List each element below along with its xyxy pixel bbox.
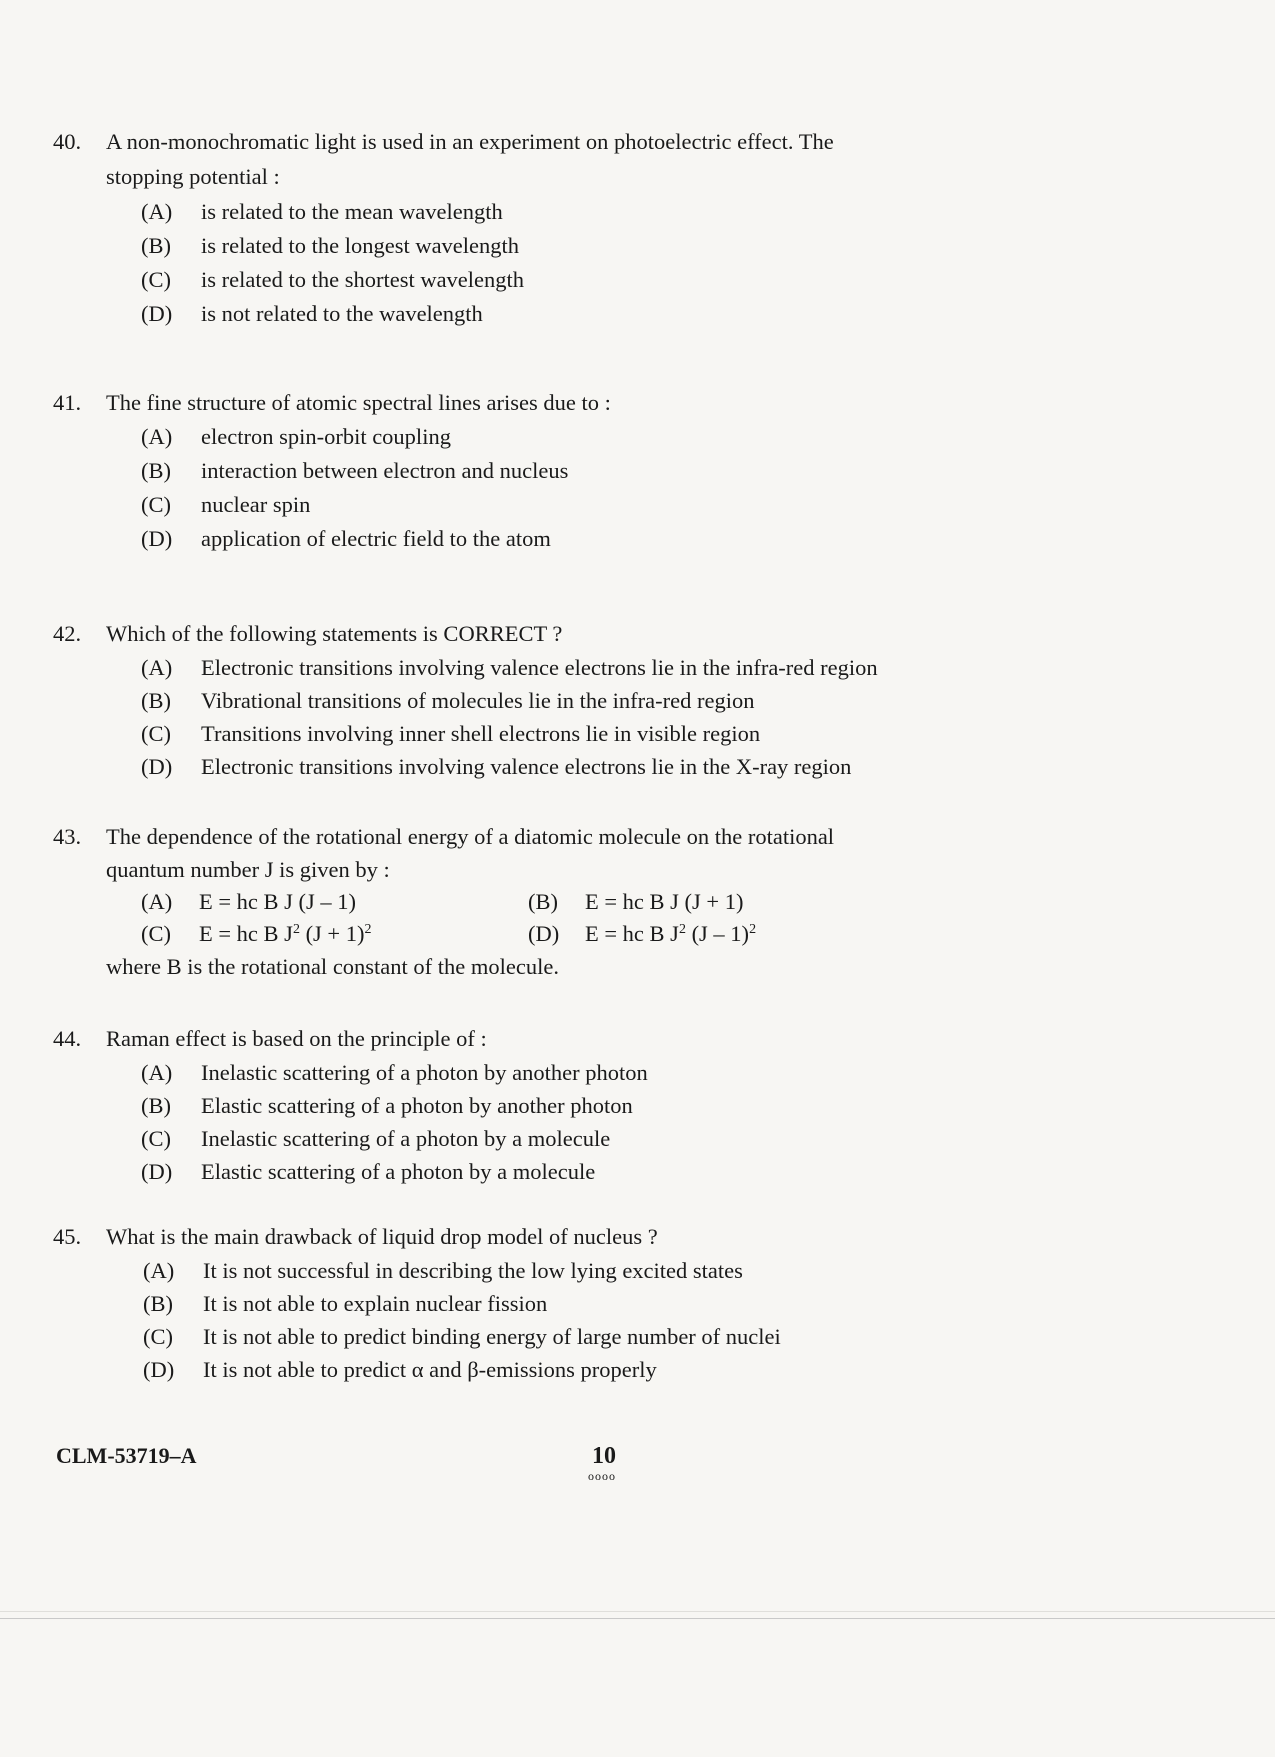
option-label: (C): [141, 492, 171, 517]
question-note: where B is the rotational constant of the molecule.: [106, 954, 559, 979]
option-a: [53, 651, 953, 684]
option-b: [53, 454, 953, 488]
option-a: [53, 1056, 953, 1089]
option-text: E = hc B $J^2$ $(J + 1)^2$: [199, 921, 372, 946]
option-text: Electronic transitions involving valence electrons lie in the infra-red region: [201, 655, 878, 680]
option-text: E = hc B J (J + 1): [585, 889, 744, 914]
option-d: [53, 1155, 953, 1188]
scan-edge-line: [0, 1618, 1275, 1619]
option-c: [53, 488, 953, 522]
option-text: is related to the longest wavelength: [201, 233, 520, 258]
option-b: [53, 1089, 953, 1122]
option-c: [53, 263, 953, 297]
booklet-code: CLM-53719–A: [56, 1443, 197, 1468]
question-44: [53, 1021, 953, 1188]
question-text: The dependence of the rotational energy of a diatomic molecule on the rotational: [106, 824, 835, 849]
page-marks: oooo: [588, 1469, 616, 1483]
question-number: 40.: [53, 129, 82, 154]
option-text: Transitions involving inner shell electrons lie in visible region: [201, 721, 761, 746]
option-text: is related to the shortest wavelength: [201, 267, 525, 292]
option-b: [53, 684, 953, 717]
option-text: It is not able to predict α and β-emissions properly: [203, 1357, 657, 1382]
option-label: (C): [141, 267, 171, 292]
scan-edge-line: [0, 1611, 1275, 1612]
question-43: [53, 820, 953, 984]
option-c: [53, 1320, 953, 1353]
question-text: The fine structure of atomic spectral lines arises due to :: [106, 390, 611, 415]
option-label: (A): [141, 424, 173, 449]
option-row-cd: [53, 918, 953, 950]
question-40: [53, 125, 953, 331]
option-d: [53, 1353, 953, 1386]
question-number: 41.: [53, 390, 82, 415]
question-text: Which of the following statements is CORRECT ?: [106, 621, 563, 646]
option-label: (D): [141, 301, 173, 326]
option-c: [53, 717, 953, 750]
question-text: What is the main drawback of liquid drop model of nucleus ?: [106, 1224, 658, 1249]
option-text: E = hc B $J^2$ (J – 1)$^2$: [585, 921, 757, 946]
option-text: is not related to the wavelength: [201, 301, 483, 326]
question-number: 44.: [53, 1026, 82, 1051]
option-text: is related to the mean wavelength: [201, 199, 503, 224]
question-text: A non-monochromatic light is used in an experiment on photoelectric effect. The: [106, 129, 834, 154]
option-label: (D): [141, 526, 173, 551]
question-text: stopping potential :: [106, 164, 280, 189]
option-b: [53, 1287, 953, 1320]
question-41: [53, 386, 953, 556]
option-text: It is not successful in describing the low lying excited states: [203, 1258, 743, 1283]
option-c: [53, 1122, 953, 1155]
option-label: (B): [141, 1093, 171, 1118]
option-label: (A): [141, 199, 173, 224]
option-label: (A): [143, 1258, 175, 1283]
option-label: (B): [528, 889, 558, 914]
option-label: (A): [141, 1060, 173, 1085]
question-number: 45.: [53, 1224, 82, 1249]
option-label: (A): [141, 889, 173, 914]
option-label: (C): [143, 1324, 173, 1349]
option-text: It is not able to explain nuclear fission: [203, 1291, 548, 1316]
option-text: Vibrational transitions of molecules lie in the infra-red region: [201, 688, 755, 713]
option-a: [53, 420, 953, 454]
page-number: 10: [592, 1443, 616, 1469]
option-text: interaction between electron and nucleus: [201, 458, 569, 483]
question-45: [53, 1219, 953, 1386]
option-row-ab: [53, 886, 953, 918]
option-label: (D): [141, 754, 173, 779]
option-label: (C): [141, 921, 171, 946]
option-label: (B): [143, 1291, 173, 1316]
option-label: (C): [141, 721, 171, 746]
option-label: (D): [141, 1159, 173, 1184]
option-text: nuclear spin: [201, 492, 311, 517]
option-text: E = hc B J (J – 1): [199, 889, 357, 914]
option-text: Inelastic scattering of a photon by another photon: [201, 1060, 648, 1085]
option-d: [53, 750, 953, 783]
option-d: [53, 297, 953, 331]
question-text: quantum number J is given by :: [106, 857, 390, 882]
option-text: Electronic transitions involving valence electrons lie in the X-ray region: [201, 754, 852, 779]
option-a: [53, 195, 953, 229]
option-label: (C): [141, 1126, 171, 1151]
option-d: [53, 522, 953, 556]
question-number: 42.: [53, 621, 82, 646]
option-text: application of electric field to the atom: [201, 526, 551, 551]
option-text: Elastic scattering of a photon by a molecule: [201, 1159, 596, 1184]
option-text: It is not able to predict binding energy of large number of nuclei: [203, 1324, 781, 1349]
option-label: (A): [141, 655, 173, 680]
option-a: [53, 1254, 953, 1287]
option-b: [53, 229, 953, 263]
question-text: Raman effect is based on the principle of :: [106, 1026, 487, 1051]
option-label: (B): [141, 688, 171, 713]
question-42: [53, 616, 953, 783]
option-label: (B): [141, 458, 171, 483]
option-label: (D): [528, 921, 560, 946]
option-text: Inelastic scattering of a photon by a molecule: [201, 1126, 611, 1151]
option-text: electron spin-orbit coupling: [201, 424, 451, 449]
question-number: 43.: [53, 824, 82, 849]
option-label: (D): [143, 1357, 175, 1382]
option-text: Elastic scattering of a photon by another photon: [201, 1093, 633, 1118]
option-label: (B): [141, 233, 171, 258]
